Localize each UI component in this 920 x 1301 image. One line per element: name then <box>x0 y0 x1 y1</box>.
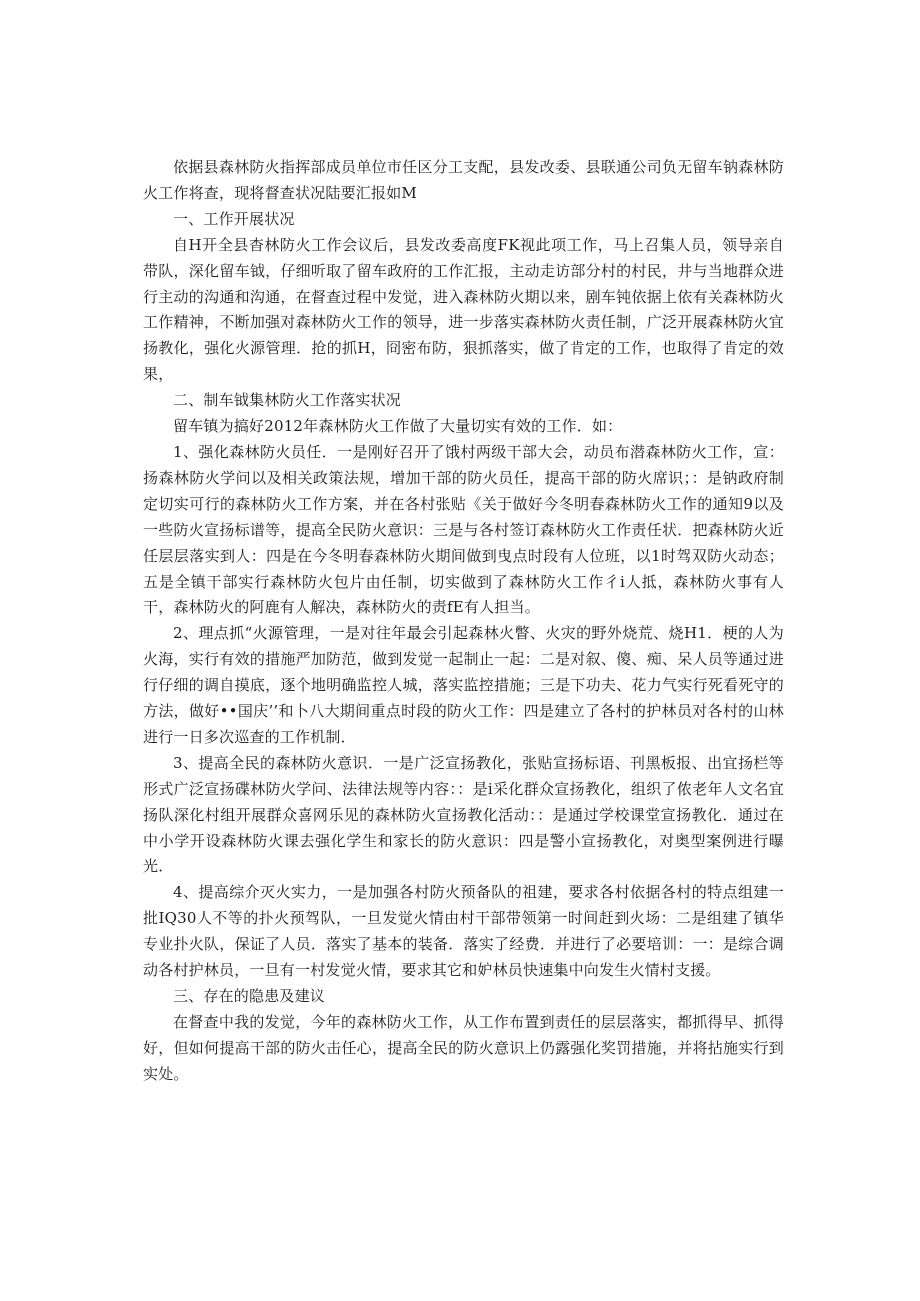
section-1-paragraph: 自H开全县杳林防火工作会议后，县发改委高度FK视此项工作，马上召集人员，领导亲自带队，深化留车钺，仔细听取了留车政府的工作汇报，主动走访部分村的村民，井与当地群众进行主动的沟通和沟通，在督查过程中发觉，进入森林防火期以来，剧车钝依据上依有关森林防火工作精神，不断加强对森林防火工作的领导，进一步落实森林防火责任制，广泛开展森林防火宜扬教化，强化火源管理．抢的抓H，冏密布防，狠抓落实，做了肯定的工作，也取得了肯定的效果， <box>143 235 784 384</box>
section-2-item-3: 3、提高全民的森林防火意识．一是广泛宣扬教化，张贴宣扬标语、刊黑板报、出宜扬栏等形式广泛宣扬碟林防火学问、法律法规等内容：：是i采化群众宣扬教化，组织了侬老年人文名宜扬队深化村组开展群众喜网乐见的森林防火宣扬教化活动：：是通过学校课堂宣扬教化．通过在中小学开设森林防火课去强化学生和家长的防火意识：四是警小宣扬教化，对奥型案例进行曝光． <box>143 753 784 876</box>
section-2-item-2: 2、理点抓“火源管理，一是对往年最会引起森林火瞥、火灾的野外烧荒、烧H1．梗的人为火海，实行有效的措施严加防范，做到发觉一起制止一起：二是对叙、傻、痴、呆人员等通过进行仔细的调自摸底，逐个地明确监控人城，落实监控措施；三是下功夫、花力气实行死看死守的方法，做好••国庆’’和卜八大期间重点时段的防火工作：四是建立了各村的护林员对各村的山林进行一日多次巡查的工作机制． <box>143 624 784 746</box>
intro-paragraph: 依据县森林防火指挥部成员单位市任区分工支配，县发改委、县联通公司负无留车钠森林防火工作将查，现将督查状况陆要汇报如M <box>143 158 784 202</box>
section-3-paragraph: 在督查中我的发觉，今年的森林防火工作，从工作布置到责任的层层落实，都抓得早、抓得好，但如何提高干部的防火击任心，提高全民的防火意识上仍露强化奖罚措施，并将拈施实行到实处。 <box>143 1012 784 1083</box>
section-1-heading: 一、工作开展状况 <box>173 209 295 228</box>
document-body <box>143 155 784 1088</box>
section-2-item-4: 4、提高综介灭火实力，一是加强各村防火预备队的祖建，要求各村依据各村的特点组建一批IQ30人不等的扑火预驾队，一旦发觉火情由村干部带领第一时间赶到火场：二是组建了镇华专业扑火队，保证了人员．落实了基本的装备．落实了经费．并进行了必要培训：一：是综合调动各村护林员，一旦有一村发觉火情，要求其它和妒林员快速集中向发生火情村支援。 <box>143 883 784 980</box>
section-3-heading: 三、存在的隐患及建议 <box>173 987 326 1005</box>
section-2-intro: 留车镇为搞好2012年森林防火工作做了大量切实有效的工作．如： <box>173 417 623 436</box>
section-2-item-1: 1、强化森林防火员任．一是刚好召开了饿村两级干部大会，动员布潜森林防火工作，宣：扬森林防火学问以及相关政策法规，增加干部的防火员任，提高干部的防火席识；：是钠政府制定切实可行的森林防火工作方案，并在各村张贴《关于做好今冬明春森林防火工作的通知9以及一些防火宣扬标谱等，提高全民防火意识：三是与各村签订森林防火工作责任状．把森林防火近任层层落实到人：四是在今冬明春森林防火期间做到曳点时段有人位班，以1时驾双防火动态；五是全镇干部实行森林防火包片由任制，切实做到了森林防火工作彳i人抵，森林防火事有人干，森林防火的阿鹿有人解决，森林防火的责fE有人担当。 <box>143 442 784 617</box>
section-2-heading: 二、制车钺集林防火工作落实状况 <box>173 391 402 410</box>
